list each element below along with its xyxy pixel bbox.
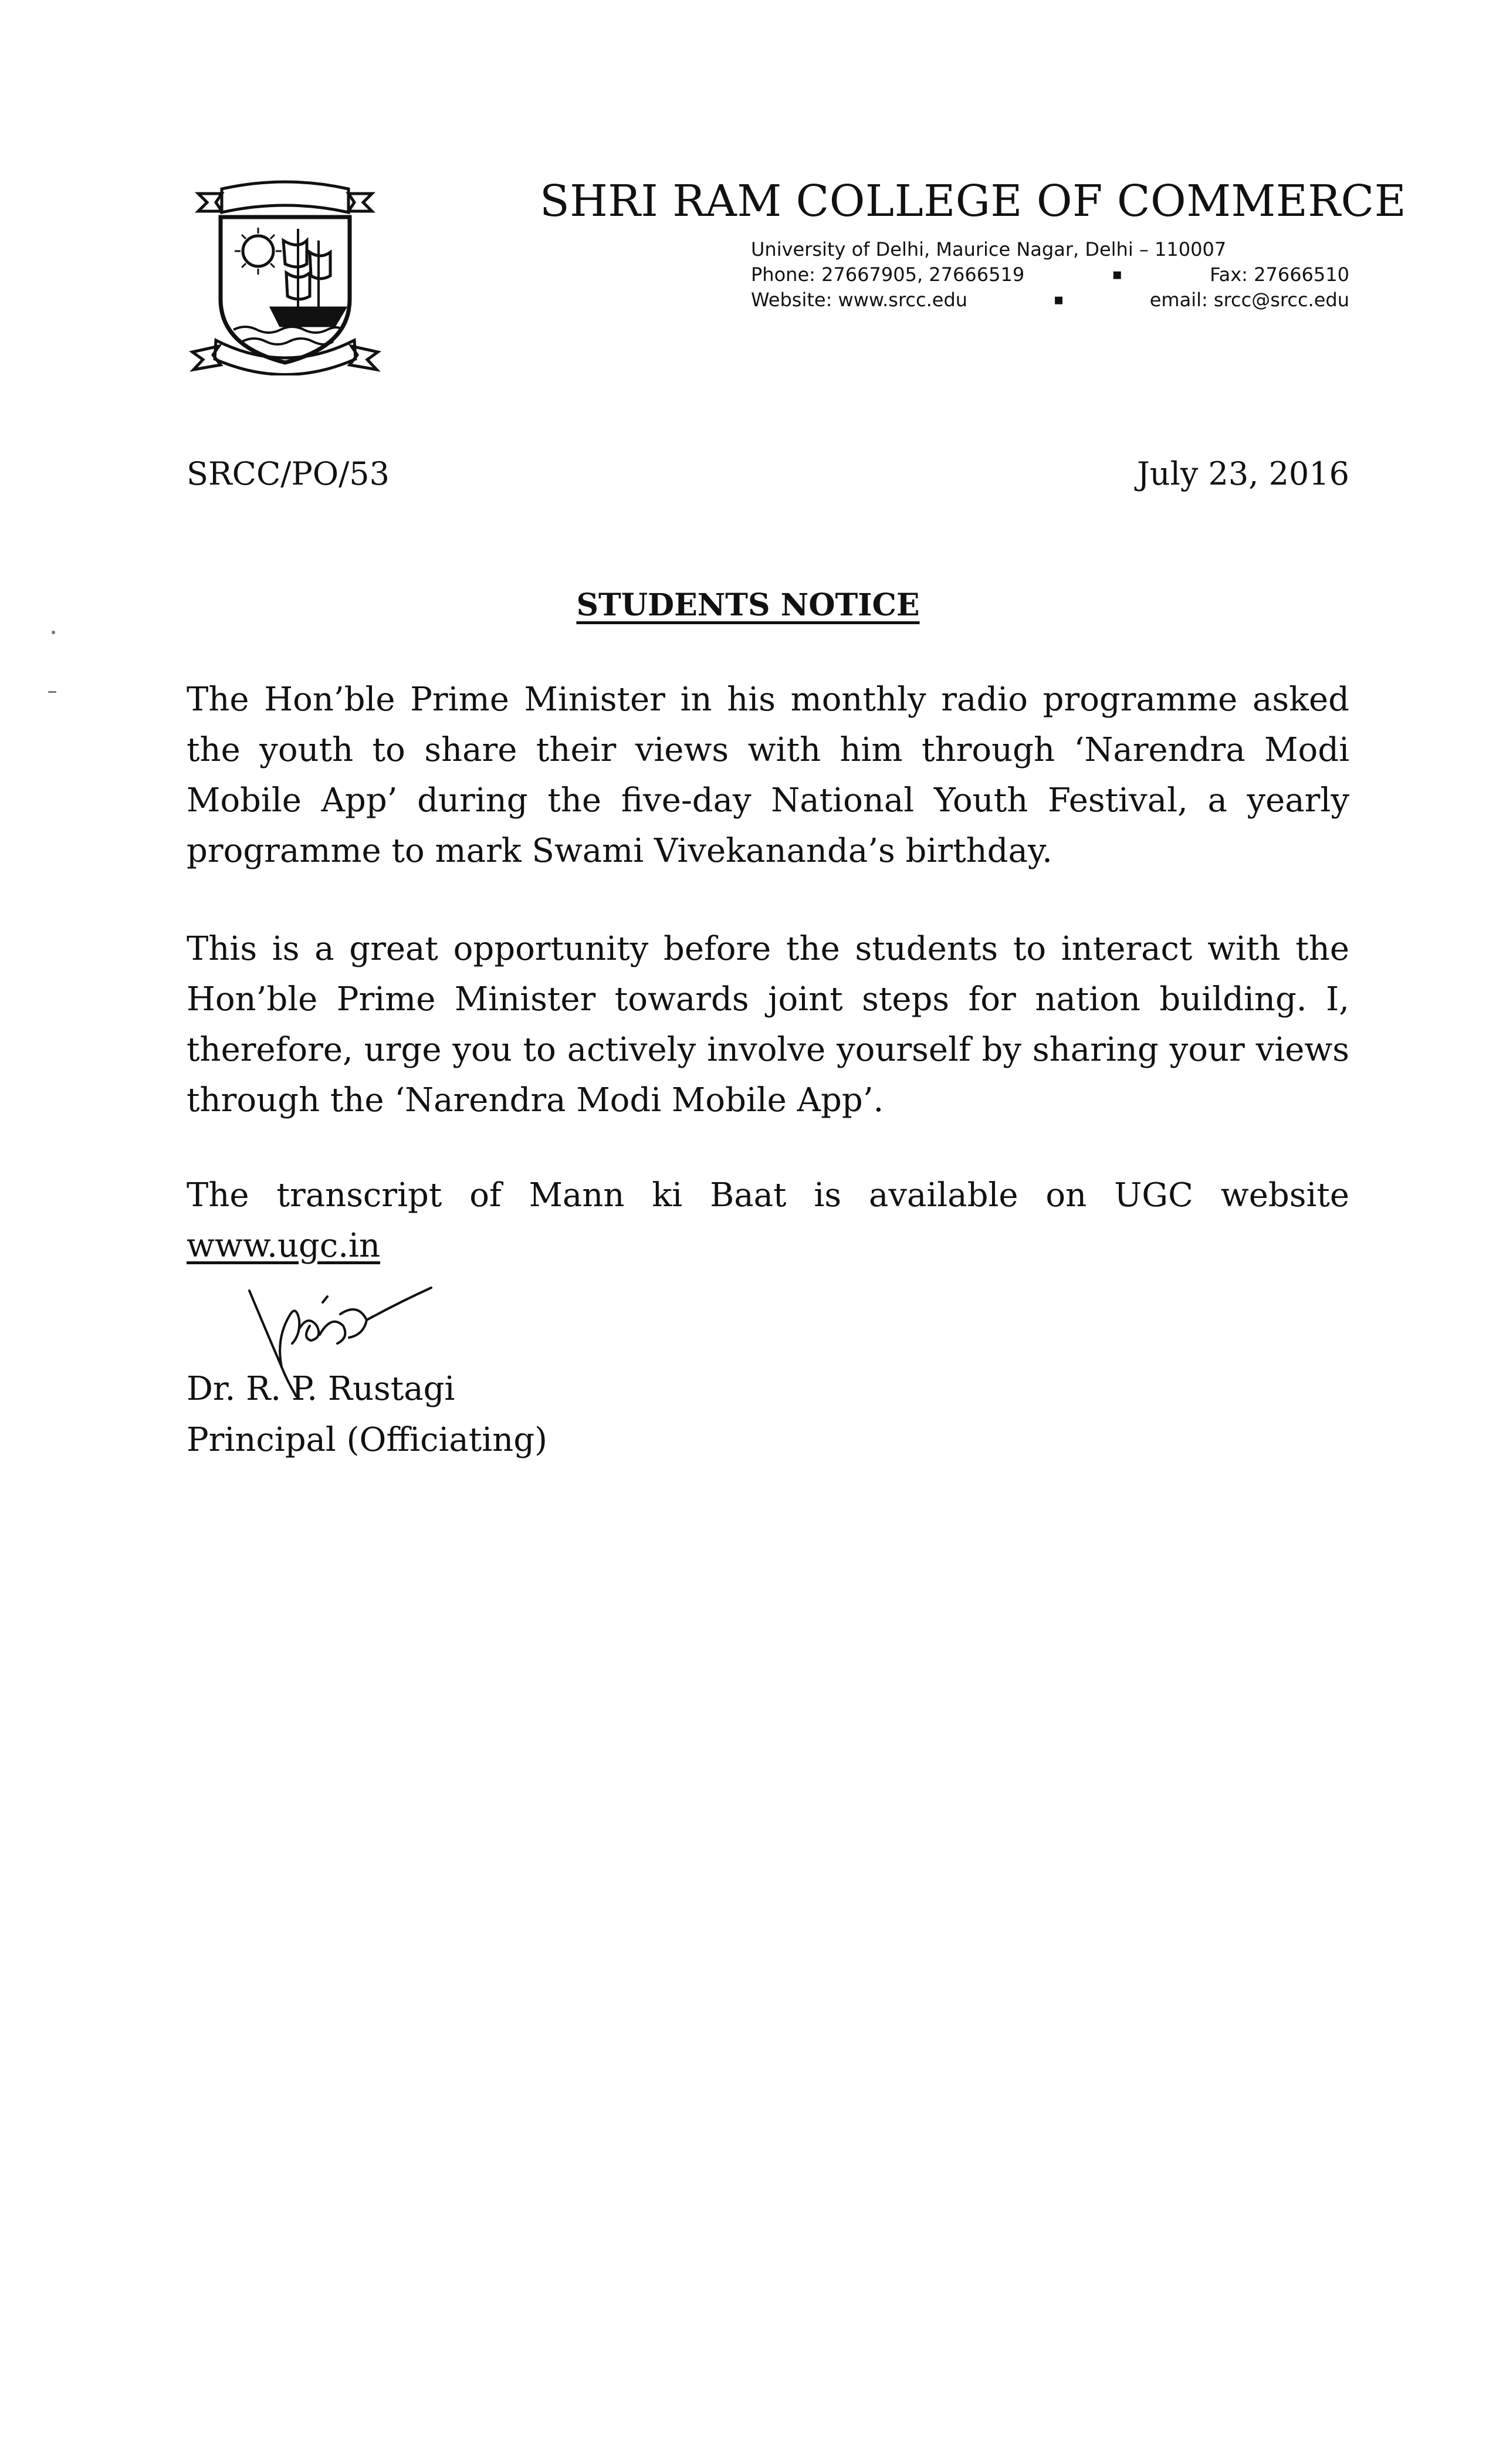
reference-number: SRCC/PO/53 xyxy=(187,455,390,492)
separator-bullet-icon: ▪ xyxy=(1053,291,1064,309)
notice-paragraph-1: The Hon’ble Prime Minister in his monthly radio programme asked the youth to share their views with him through ‘Narendra Modi Mobile App’ during the five-day National Youth Festival, a yearly programme to mark Swami Vivekananda’s birthday. xyxy=(187,681,1349,870)
notice-paragraph-2: This is a great opportunity before the students to interact with the Hon’ble Prime Minister towards joint steps for nation building. I, therefore, urge you to actively involve yourself by sharing your views through the ‘Narendra Modi Mobile App’. xyxy=(187,930,1349,1119)
paragraph-3-text: The transcript of Mann ki Baat is available on UGC website xyxy=(187,1176,1349,1214)
separator-bullet-icon: ▪ xyxy=(1112,266,1122,283)
email-text: email: srcc@srcc.edu xyxy=(1149,289,1349,311)
address-text: University of Delhi, Maurice Nagar, Delhi – 110007 xyxy=(751,238,1227,260)
scan-speck xyxy=(52,631,55,634)
college-crest-logo xyxy=(187,176,384,375)
scan-speck xyxy=(48,691,56,693)
contact-phone-fax-line xyxy=(751,263,1349,286)
college-address xyxy=(751,238,1349,261)
signatory-title: Principal (Officiating) xyxy=(187,1421,547,1459)
letter-date: July 23, 2016 xyxy=(1137,455,1349,492)
notice-title: STUDENTS NOTICE xyxy=(576,587,920,623)
website-text: Website: www.srcc.edu xyxy=(751,289,968,311)
ugc-website-link[interactable]: www.ugc.in xyxy=(187,1227,381,1265)
notice-paragraph-3 xyxy=(187,1170,1349,1271)
phone-text: Phone: 27667905, 27666519 xyxy=(751,263,1025,286)
fax-text: Fax: 27666510 xyxy=(1210,263,1349,286)
contact-web-email-line xyxy=(751,288,1349,312)
college-name: SHRI RAM COLLEGE OF COMMERCE xyxy=(540,176,1407,226)
signatory-name: Dr. R. P. Rustagi xyxy=(187,1370,455,1408)
